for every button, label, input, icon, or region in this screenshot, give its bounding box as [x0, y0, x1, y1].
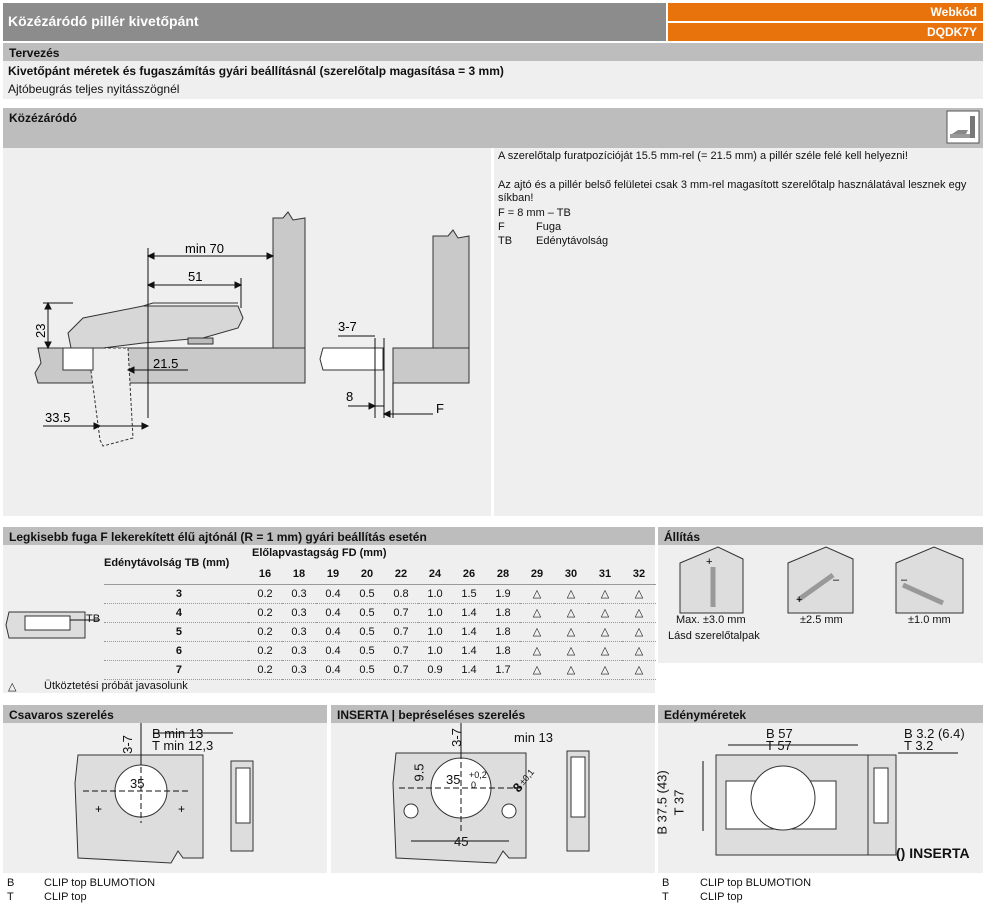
- csavaros-bmin: B min 13: [152, 726, 204, 741]
- legend-tb-text: Edénytávolság: [536, 235, 609, 247]
- legend-b-text-left: CLIP top BLUMOTION: [44, 877, 156, 889]
- col-header: 24: [428, 568, 442, 581]
- table-cell: △: [520, 584, 554, 603]
- col-header: 18: [292, 568, 306, 581]
- dim-8: 8: [346, 389, 354, 404]
- table-cell: 1.8: [486, 622, 520, 641]
- overlay-door-icon: [946, 110, 980, 144]
- table-cell: 0.2: [248, 603, 282, 622]
- table-cell: 0.3: [282, 641, 316, 660]
- table-cell: 0.5: [350, 584, 384, 603]
- kozezarodo-heading: Közézáródó: [9, 111, 78, 125]
- section-allitas: Állítás: [658, 527, 983, 545]
- table-cell: 1.4: [452, 660, 486, 679]
- inserta-tol8: ±0,1: [517, 767, 537, 787]
- row-tb: 5: [104, 622, 248, 641]
- edeny-t32: T 3.2: [904, 738, 934, 753]
- table-cell: 1.4: [452, 641, 486, 660]
- table-cell: 0.4: [316, 603, 350, 622]
- svg-text:+: +: [178, 802, 186, 816]
- table-cell: 0.2: [248, 622, 282, 641]
- col-header: 26: [462, 568, 476, 581]
- adjust-height-label: ±1.0 mm: [908, 614, 951, 626]
- table-cell: 0.7: [384, 622, 418, 641]
- legend-f-text: Fuga: [536, 221, 562, 233]
- table-cell: 1.4: [452, 603, 486, 622]
- section-inserta: INSERTA | bepréseléses szerelés: [331, 705, 655, 723]
- table-cell: 0.8: [384, 584, 418, 603]
- table-cell: △: [554, 641, 588, 660]
- table-cell: 0.7: [384, 641, 418, 660]
- inserta-35: 35: [446, 772, 461, 787]
- edeny-t57: T 57: [766, 738, 792, 753]
- table-cell: 0.5: [350, 622, 384, 641]
- table-cell: 0.7: [384, 603, 418, 622]
- table-row: [104, 641, 656, 660]
- edeny-b37: B 37.5 (43): [654, 770, 670, 835]
- svg-text:+: +: [95, 802, 103, 816]
- table-cell: 0.3: [282, 584, 316, 603]
- inserta-8: 8: [509, 779, 526, 796]
- dim-F: F: [436, 401, 444, 416]
- table-cell: △: [554, 660, 588, 679]
- fuga-col-headers: [104, 565, 656, 584]
- col-header: 20: [360, 568, 374, 581]
- fuga-body: [104, 584, 656, 679]
- svg-text:–: –: [901, 574, 908, 586]
- legend-b-key-right: B: [662, 877, 670, 889]
- csavaros-3-7: 3-7: [119, 735, 135, 754]
- table-cell: 1.0: [418, 603, 452, 622]
- edeny-inserta-label: () INSERTA: [896, 845, 970, 861]
- dim-21-5: 21.5: [153, 356, 179, 371]
- table-cell: 1.0: [418, 641, 452, 660]
- table-cell: △: [588, 584, 622, 603]
- table-cell: 1.5: [452, 584, 486, 603]
- csavaros-tmin: T min 12,3: [152, 738, 214, 753]
- section-edeny: Edényméretek: [658, 705, 983, 723]
- inserta-min13: min 13: [514, 730, 554, 745]
- table-row: [104, 622, 656, 641]
- table-cell: 0.4: [316, 660, 350, 679]
- row-tb: 6: [104, 641, 248, 660]
- col-header: 30: [564, 568, 578, 581]
- tervezes-subtitle: Kivetőpánt méretek és fugaszámítás gyári beállításnál (szerelőtalp magasítása = 3 mm): [8, 64, 504, 78]
- table-row: [104, 660, 656, 679]
- adjust-depth-label: Max. ±3.0 mm: [676, 614, 746, 626]
- table-cell: △: [622, 622, 656, 641]
- table-cell: △: [622, 584, 656, 603]
- table-cell: △: [554, 584, 588, 603]
- col-header: 28: [496, 568, 510, 581]
- table-row: [104, 603, 656, 622]
- table-cell: 0.7: [384, 660, 418, 679]
- table-cell: △: [622, 641, 656, 660]
- edeny-t37: T 37: [671, 789, 687, 816]
- edeny-b57: B 57: [766, 726, 793, 741]
- table-cell: △: [622, 603, 656, 622]
- table-cell: 0.9: [418, 660, 452, 679]
- table-cell: 0.2: [248, 660, 282, 679]
- col-header: 31: [598, 568, 612, 581]
- table-cell: 0.5: [350, 660, 384, 679]
- svg-text:+: +: [796, 594, 803, 606]
- table-cell: 0.2: [248, 584, 282, 603]
- row-tb: 4: [104, 603, 248, 622]
- table-cell: 0.3: [282, 622, 316, 641]
- table-cell: 0.4: [316, 584, 350, 603]
- table-cell: 0.5: [350, 641, 384, 660]
- csavaros-35: 35: [130, 776, 145, 791]
- footnote-text: Ütköztetési próbát javasolunk: [44, 680, 188, 692]
- table-cell: 1.0: [418, 622, 452, 641]
- webkod-value: DQDK7Y: [668, 23, 983, 41]
- table-cell: 0.3: [282, 660, 316, 679]
- table-cell: 1.4: [452, 622, 486, 641]
- table-cell: 0.5: [350, 603, 384, 622]
- inserta-drawing: [331, 723, 655, 873]
- col-header: 16: [258, 568, 272, 581]
- fuga-table-wrap: [104, 565, 656, 680]
- page-title: Közézáródó pillér kivetőpánt: [8, 13, 199, 29]
- inserta-tol0: 0: [471, 780, 477, 790]
- row-tb: 7: [104, 660, 248, 679]
- col-header: 29: [530, 568, 544, 581]
- table-cell: △: [588, 641, 622, 660]
- table-cell: △: [520, 660, 554, 679]
- fuga-table: [104, 565, 656, 680]
- table-cell: 0.4: [316, 622, 350, 641]
- legend-f-key: F: [498, 221, 505, 233]
- adjust-illustrations: [658, 545, 983, 615]
- legend-b-text-right: CLIP top BLUMOTION: [700, 877, 812, 889]
- legend-tb-key: TB: [498, 235, 513, 247]
- col-header: 22: [394, 568, 408, 581]
- table-row: [104, 584, 656, 603]
- col-header: 32: [632, 568, 646, 581]
- footnote-symbol: △: [8, 681, 17, 693]
- row-tb: 3: [104, 584, 248, 603]
- note-1: A szerelőtalp furatpozícióját 15.5 mm-rel (= 21.5 mm) a pillér széle felé kell helyezni!: [498, 150, 908, 162]
- inserta-9-5: 9.5: [411, 763, 427, 782]
- note-formula: F = 8 mm – TB: [498, 207, 571, 219]
- hinge-drawing-main: [3, 148, 491, 516]
- legend-b-key-left: B: [7, 877, 15, 889]
- table-cell: △: [520, 622, 554, 641]
- adjust-depth-note: Lásd szerelőtalpak: [668, 630, 760, 642]
- webkod-label: Webkód: [668, 3, 983, 21]
- inserta-45: 45: [454, 834, 469, 849]
- legend-t-text-right: CLIP top: [700, 891, 743, 903]
- section-fuga: Legkisebb fuga F lekerekített élű ajtónál (R = 1 mm) gyári beállítás esetén: [3, 527, 655, 545]
- tervezes-line: Ajtóbeugrás teljes nyitásszögnél: [8, 82, 180, 96]
- table-cell: 1.8: [486, 603, 520, 622]
- table-cell: △: [554, 603, 588, 622]
- section-kozezarodo: [3, 108, 983, 148]
- fd-header: Előlapvastagság FD (mm): [252, 547, 387, 559]
- table-cell: 1.9: [486, 584, 520, 603]
- table-cell: 1.7: [486, 660, 520, 679]
- svg-text:+: +: [706, 556, 713, 568]
- col-header: 19: [326, 568, 340, 581]
- dim-51: 51: [188, 269, 203, 284]
- table-cell: △: [554, 622, 588, 641]
- legend-t-key-left: T: [7, 891, 14, 903]
- table-cell: △: [588, 660, 622, 679]
- dim-33-5: 33.5: [45, 410, 71, 425]
- table-cell: △: [588, 603, 622, 622]
- dim-min70: min 70: [185, 241, 225, 256]
- adjust-side-label: ±2.5 mm: [800, 614, 843, 626]
- dim-3-7: 3-7: [338, 319, 357, 334]
- inserta-tol: +0,2: [469, 770, 487, 780]
- note-2: Az ajtó és a pillér belső felületei csak 3 mm-rel magasított szerelőtalp használatával lesznek egy síkban!: [498, 179, 967, 204]
- legend-t-text-left: CLIP top: [44, 891, 87, 903]
- table-cell: △: [622, 660, 656, 679]
- dim-23: 23: [33, 323, 48, 338]
- table-cell: △: [520, 603, 554, 622]
- table-cell: 1.0: [418, 584, 452, 603]
- table-cell: 0.4: [316, 641, 350, 660]
- table-cell: 0.3: [282, 603, 316, 622]
- edeny-b32: B 3.2 (6.4): [904, 726, 965, 741]
- section-tervezes: Tervezés: [3, 43, 983, 61]
- tb-label: TB: [86, 613, 101, 625]
- legend-t-key-right: T: [662, 891, 669, 903]
- table-cell: △: [588, 622, 622, 641]
- svg-text:–: –: [833, 574, 840, 586]
- table-cell: 1.8: [486, 641, 520, 660]
- inserta-3-7: 3-7: [448, 728, 464, 747]
- table-cell: 0.2: [248, 641, 282, 660]
- section-csavaros: Csavaros szerelés: [3, 705, 327, 723]
- table-cell: △: [520, 641, 554, 660]
- tb-header: Edénytávolság TB (mm): [104, 557, 230, 569]
